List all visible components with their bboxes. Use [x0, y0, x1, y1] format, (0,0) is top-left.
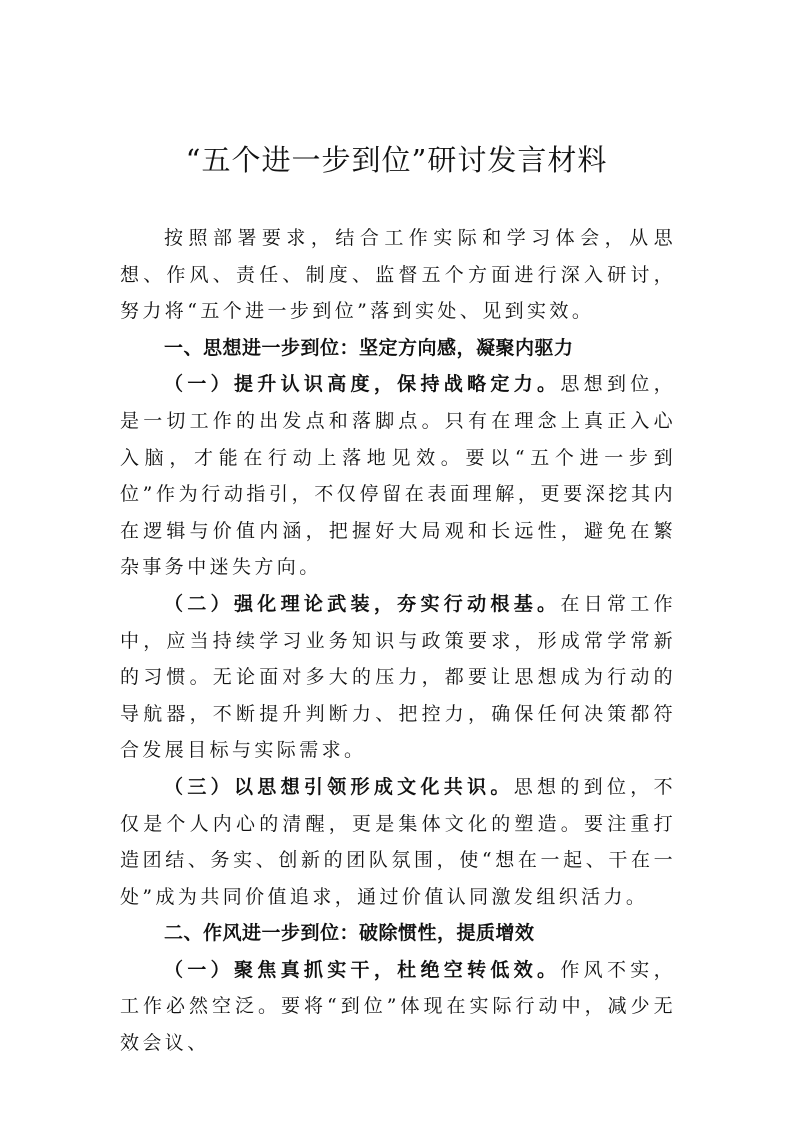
document-body — [120, 220, 676, 1062]
section-1-item-3-lead: （三）以思想引领形成文化共识。 — [164, 775, 514, 798]
section-1-item-2 — [120, 586, 676, 769]
section-2-item-1-lead: （一）聚焦真抓实干，杜绝空转低效。 — [164, 958, 561, 981]
section-2-heading: 二、作风进一步到位：破除惯性，提质增效 — [164, 922, 535, 945]
section-1-item-1 — [120, 366, 676, 586]
intro-paragraph: 按照部署要求，结合工作实际和学习体会，从思想、作风、责任、制度、监督五个方面进行深入研讨，努力将“五个进一步到位”落到实处、见到实效。 — [120, 227, 676, 323]
section-1-item-3-text: 思想的到位，不仅是个人内心的清醒，更是集体文化的塑造。要注重打造团结、务实、创新的团队氛围，使“想在一起、干在一处”成为共同价值追求，通过价值认同激发组织活力。 — [120, 775, 676, 908]
section-1-item-2-text: 在日常工作中，应当持续学习业务知识与政策要求，形成常学常新的习惯。无论面对多大的压力，都要让思想成为行动的导航器，不断提升判断力、把控力，确保任何决策都符合发展目标与实际需求。 — [120, 592, 676, 762]
section-2-item-1 — [120, 952, 676, 1062]
section-1-item-3 — [120, 769, 676, 915]
section-2-item-1-text: 作风不实，工作必然空泛。要将“到位”体现在实际行动中，减少无效会议、 — [120, 958, 676, 1055]
section-1-item-2-lead: （二）强化理论武装，夯实行动根基。 — [164, 592, 561, 615]
section-1-item-1-lead: （一）提升认识高度，保持战略定力。 — [164, 373, 561, 396]
section-1-heading: 一、思想进一步到位：坚定方向感，凝聚内驱力 — [164, 336, 574, 359]
section-1-item-1-text: 思想到位，是一切工作的出发点和落脚点。只有在理念上真正入心入脑，才能在行动上落地见效。要以“五个进一步到位”作为行动指引，不仅停留在表面理解，更要深挖其内在逻辑与价值内涵，把握好大局观和长远性，避免在繁杂事务中迷失方向。 — [120, 373, 676, 579]
document-title: “五个进一步到位”研讨发言材料 — [185, 143, 608, 177]
